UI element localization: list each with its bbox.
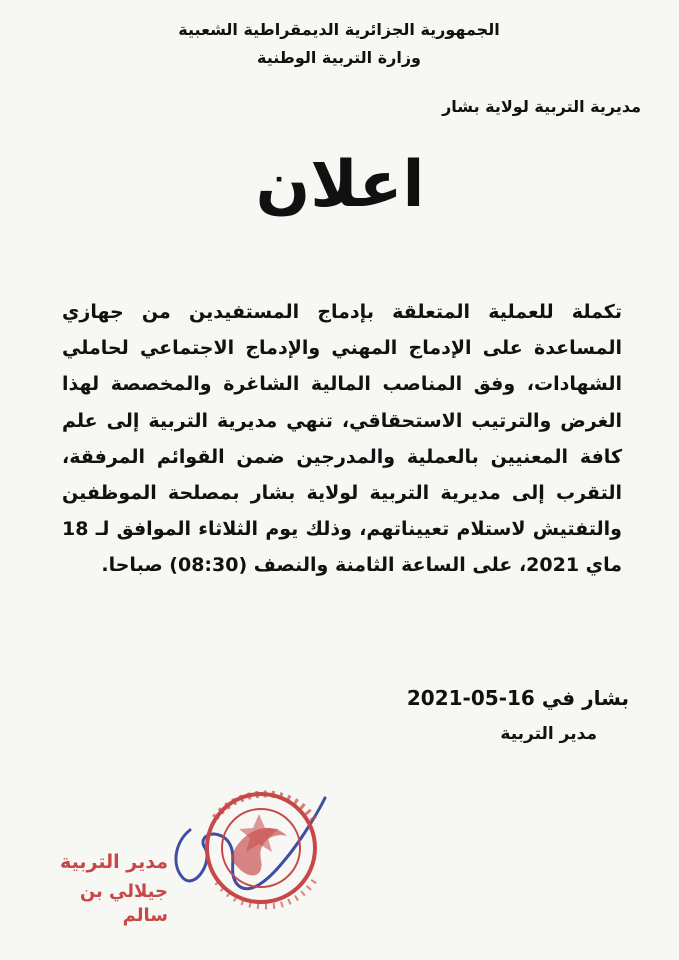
ministry-header: وزارة التربية الوطنية (256, 48, 421, 67)
announcement-text: تكملة للعملية المتعلقة بإدماج المستفيدين من جهازي المساعدة على الإدماج المهني والإدماج الاجتماعي لحاملي الشهادات، وفق المناصب المالية الشاغرة والمخصصة لهذا الغرض والترتيب الاستحقاقي، تنهي مديرية التربية إلى علم كافة المعنيين بالعملية والمدرجين ضمن القوائم المرفقة، التقرب إلى مديرية التربية لولاية بشار بمصلحة الموظفين والتفتيش لاستلام تعييناتهم، وذلك يوم الثلاثاء الموافق لـ 18 ماي 2021، على الساعة الثامنة والنصف (08:30) صباحا. (62, 301, 622, 577)
official-seal (165, 770, 355, 920)
announcement-title: اعلان (255, 148, 425, 222)
stamp-title: مدير التربية (60, 851, 168, 873)
signatory-role: مدير التربية (500, 724, 597, 744)
announcement-body (62, 294, 622, 584)
date-line: بشار في 16-05-2021 (406, 686, 629, 710)
stamp-name: جيلالي بن سالم (79, 881, 168, 926)
directorate-label: مديرية التربية لولاية بشار (442, 97, 641, 116)
republic-header: الجمهورية الجزائرية الديمقراطية الشعبية (178, 20, 500, 39)
